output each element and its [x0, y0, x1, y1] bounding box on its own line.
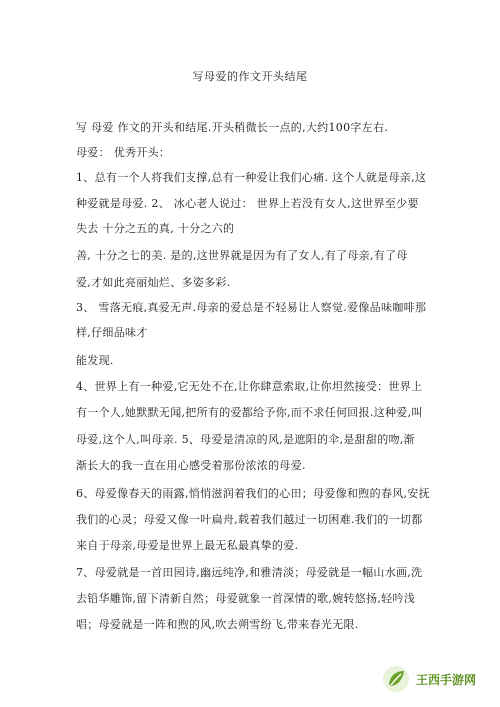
paragraph-line: 3、 雪落无痕,真爱无声.母亲的爱总是不轻易让人察觉.爱像品味咖啡那 [76, 301, 427, 314]
paragraph-line: 唱；母爱就是一阵和煦的风,吹去朔雪纷飞,带来春光无限. [76, 618, 359, 631]
paragraph-line: 我们的心灵；母爱又像一叶扁舟,载着我们越过一切困难.我们的一切都 [76, 513, 423, 526]
paragraph-line: 来自于母亲,母爱是世界上最无私最真挚的爱. [76, 539, 299, 552]
paragraph-line: 去铅华雕饰,留下清新自然；母爱就象一首深情的歌,婉转悠扬,轻吟浅 [76, 592, 416, 605]
leaf-logo-icon [382, 665, 410, 693]
paragraph-line: 种爱就是母爱. 2、 冰心老人说过： 世界上若没有女人,这世界至少要 [76, 197, 419, 210]
paragraph-line: 有一个人,她默默无闻,把所有的爱都给予你,而不求任何回报.这种爱,叫 [76, 406, 423, 419]
paragraph-line: 样,仔细品味才 [76, 326, 148, 339]
paragraph-line: 6、母爱像春天的雨露,悄悄滋润着我们的心田；母爱像和煦的春风,安抚 [76, 487, 430, 500]
document-title: 写母爱的作文开头结尾 [192, 70, 308, 83]
paragraph-line: 善, 十分之七的美. 是的,这世界就是因为有了女人,有了母亲,有了母 [76, 249, 408, 262]
watermark-text: 王西手游网 [416, 672, 477, 687]
paragraph-line: 7、母爱就是一首田园诗,幽远纯净,和雅清淡；母爱就是一幅山水画,洗 [76, 566, 423, 579]
paragraph-line: 失去 十分之五的真, 十分之六的 [76, 222, 235, 235]
paragraph-line: 4、世界上有一种爱,它无处不在,让你肆意索取,让你坦然接受：世界上 [76, 380, 423, 393]
paragraph-line: 爱,才如此亮丽灿烂、多姿多彩. [76, 276, 231, 289]
paragraph-line: 1、总有一个人将我们支撑,总有一种爱让我们心痛. 这个人就是母亲,这 [76, 171, 427, 184]
paragraph-line: 母爱： 优秀开头： [76, 146, 171, 159]
paragraph-line: 写 母爱 作文的开头和结尾.开头稍微长一点的,大约100字左右. [76, 121, 389, 134]
paragraph-line: 能发现. [76, 354, 114, 367]
paragraph-line: 母爱,这个人,叫母亲. 5、母爱是清凉的风,是遮阳的伞,是甜甜的吻,渐 [76, 433, 415, 446]
watermark [382, 663, 490, 695]
paragraph-line: 渐长大的我一直在用心感受着那份浓浓的母爱. [76, 459, 306, 472]
